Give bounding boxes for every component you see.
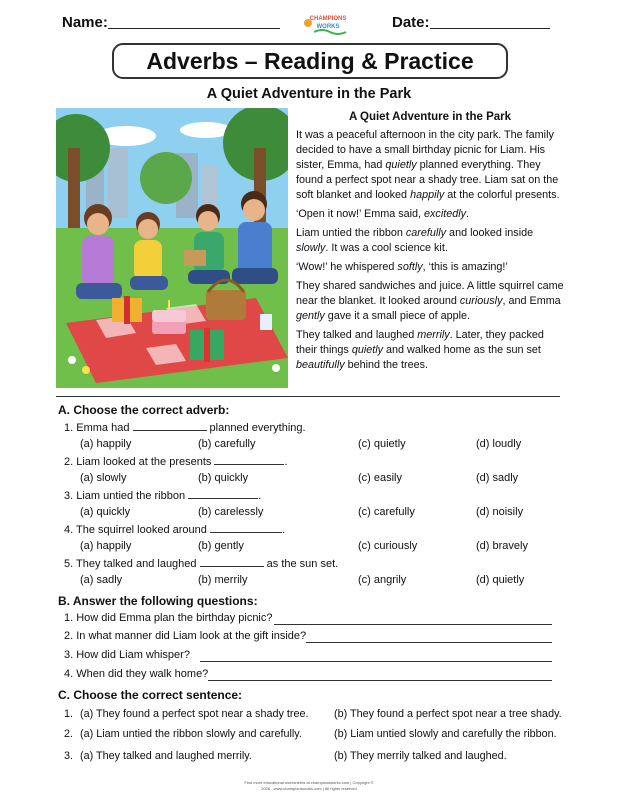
- option[interactable]: (d) sadly: [476, 472, 519, 484]
- question-a3: 3. Liam untied the ribbon .: [64, 490, 262, 502]
- option[interactable]: (c) easily: [358, 472, 403, 484]
- story-paragraph: They shared sandwiches and juice. A little squirrel came near the blanket. It looked around curiously, and Emma gently gave it a small piece of apple.: [296, 280, 564, 322]
- option[interactable]: (a) sadly: [80, 574, 123, 586]
- footer-line-2: 2026 - www.championsworks.com | All rights reserved: [261, 786, 357, 791]
- question-a2: 2. Liam looked at the presents .: [64, 456, 288, 468]
- story-paragraph: They talked and laughed merrily. Later, they packed their things quietly and walked home as the sun set beautifully behind the trees.: [296, 329, 544, 371]
- question-a4: 4. The squirrel looked around .: [64, 524, 286, 536]
- logo-text-1: CHAMPIONS: [309, 16, 347, 22]
- option[interactable]: (a) quickly: [80, 506, 131, 518]
- section-a-title: A. Choose the correct adverb:: [58, 403, 230, 417]
- name-input-line[interactable]: [108, 28, 280, 29]
- option[interactable]: (b) quickly: [198, 472, 249, 484]
- sentence-number: 1.: [64, 708, 74, 720]
- story-paragraph: ‘Open it now!’ Emma said, excitedly.: [296, 208, 470, 220]
- option[interactable]: (c) carefully: [358, 506, 415, 518]
- option[interactable]: (a) happily: [80, 438, 132, 450]
- story-paragraph: It was a peaceful afternoon in the city park. The family decided to have a small birthday picnic for Liam. His sister, Emma, had quietly planned everything. They found a perfect spot near a shady tree. Liam sat on the soft blanket and looked happily at the colorful presents.: [296, 129, 560, 201]
- sentence-number: 2.: [64, 728, 74, 740]
- section-b-title: B. Answer the following questions:: [58, 594, 258, 608]
- option[interactable]: (d) loudly: [476, 438, 522, 450]
- name-label: Name:: [62, 14, 108, 31]
- question-a5: 5. They talked and laughed as the sun set.: [64, 558, 339, 570]
- question-b1: 1. How did Emma plan the birthday picnic?: [64, 612, 273, 624]
- option[interactable]: (c) quietly: [358, 438, 406, 450]
- question-b2: 2. In what manner did Liam look at the gift inside?: [64, 630, 307, 642]
- section-c-title: C. Choose the correct sentence:: [58, 688, 243, 702]
- answer-line[interactable]: [274, 624, 552, 625]
- answer-blank[interactable]: [210, 523, 282, 533]
- story-title: A Quiet Adventure in the Park: [348, 111, 512, 123]
- answer-blank[interactable]: [214, 455, 284, 465]
- sentence-number: 3.: [64, 750, 74, 762]
- option[interactable]: (d) noisily: [476, 506, 524, 518]
- sentence-option-a[interactable]: (a) They found a perfect spot near a shady tree.: [80, 708, 309, 720]
- question-b4: 4. When did they walk home?: [64, 668, 209, 680]
- champions-logo: [302, 11, 350, 35]
- date-label: Date:: [392, 14, 430, 31]
- date-input-line[interactable]: [430, 28, 550, 29]
- story-heading: A Quiet Adventure in the Park: [206, 86, 412, 102]
- option[interactable]: (c) curiously: [358, 540, 418, 552]
- story-paragraph: ‘Wow!’ he whispered softly, ‘this is amazing!’: [296, 261, 508, 273]
- option[interactable]: (b) merrily: [198, 574, 248, 586]
- worksheet-header: [62, 11, 562, 35]
- option[interactable]: (a) happily: [80, 540, 132, 552]
- worksheet-title: Adverbs – Reading & Practice: [112, 43, 508, 79]
- answer-blank[interactable]: [200, 557, 264, 567]
- answer-blank[interactable]: [133, 421, 207, 431]
- answer-line[interactable]: [208, 680, 552, 681]
- sentence-option-b[interactable]: (b) Liam untied slowly and carefully the ribbon.: [334, 728, 557, 740]
- picnic-illustration: [56, 108, 288, 388]
- option[interactable]: (c) angrily: [358, 574, 407, 586]
- option[interactable]: (d) bravely: [476, 540, 528, 552]
- question-b3: 3. How did Liam whisper?: [64, 649, 190, 661]
- sentence-option-b[interactable]: (b) They found a perfect spot near a tree shady.: [334, 708, 562, 720]
- option[interactable]: (d) quietly: [476, 574, 525, 586]
- option[interactable]: (b) carefully: [198, 438, 256, 450]
- option[interactable]: (b) gently: [198, 540, 244, 552]
- story-paragraph: Liam untied the ribbon carefully and looked inside slowly. It was a cool science kit.: [296, 227, 534, 254]
- sentence-option-b[interactable]: (b) They merrily talked and laughed.: [334, 750, 507, 762]
- logo-text-2: WORKS: [316, 24, 340, 30]
- sentence-option-a[interactable]: (a) They talked and laughed merrily.: [80, 750, 252, 762]
- section-divider: [56, 396, 560, 397]
- answer-line[interactable]: [200, 661, 552, 662]
- copyright-footer: [0, 780, 618, 792]
- story-text: [296, 110, 564, 377]
- sentence-option-a[interactable]: (a) Liam untied the ribbon slowly and carefully.: [80, 728, 302, 740]
- footer-line-1: Find more educational worksheets at championsworks.com | Copyright ©: [244, 780, 374, 785]
- answer-line[interactable]: [306, 642, 552, 643]
- question-a1: 1. Emma had planned everything.: [64, 422, 306, 434]
- option[interactable]: (a) slowly: [80, 472, 127, 484]
- answer-blank[interactable]: [188, 489, 258, 499]
- option[interactable]: (b) carelessly: [198, 506, 264, 518]
